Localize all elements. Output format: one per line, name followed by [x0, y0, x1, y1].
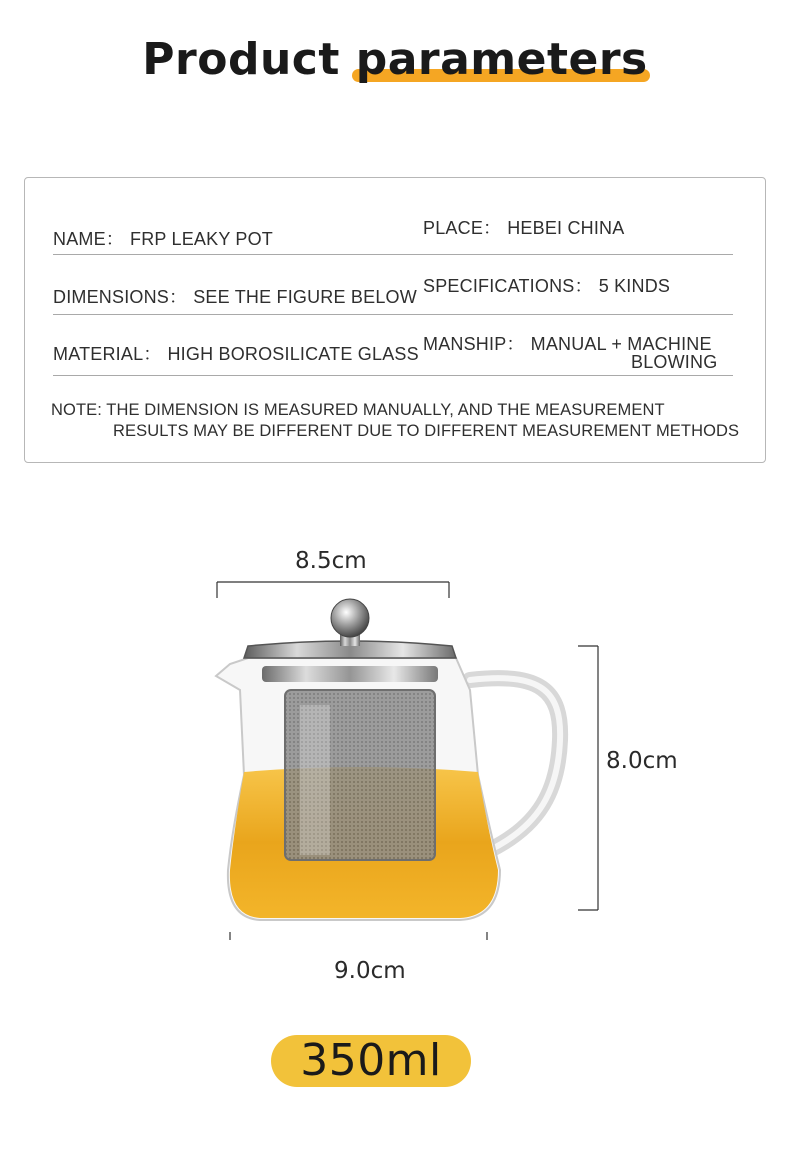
param-manship-value-line2: BLOWING	[631, 352, 718, 372]
row-divider	[53, 375, 733, 376]
param-specifications	[423, 272, 670, 298]
param-manship-label: MANSHIP：	[423, 334, 525, 354]
param-specifications-value: 5 KINDS	[598, 276, 671, 296]
parameters-table	[24, 177, 766, 463]
title-word-product: Product	[142, 34, 356, 85]
measurement-note	[51, 400, 739, 442]
bottom-width-bracket	[230, 932, 487, 940]
volume-badge: 350ml	[271, 1035, 471, 1087]
page-title	[0, 34, 790, 85]
param-specifications-label: SPECIFICATIONS：	[423, 276, 593, 296]
param-place	[423, 214, 624, 240]
param-dimensions	[53, 283, 417, 309]
title-word-parameters: parameters	[355, 34, 648, 85]
teapot-illustration	[0, 540, 790, 940]
bottom-width-label: 9.0cm	[334, 958, 406, 984]
param-name	[53, 225, 273, 251]
param-manship-line2	[631, 352, 717, 373]
param-material-value: HIGH BOROSILICATE GLASS	[167, 344, 419, 364]
note-line-1: NOTE: THE DIMENSION IS MEASURED MANUALLY, AND THE MEASUREMENT	[51, 401, 665, 419]
param-dimensions-value: SEE THE FIGURE BELOW	[193, 287, 417, 307]
top-width-bracket	[217, 582, 449, 598]
top-width-label: 8.5cm	[295, 548, 367, 574]
param-place-value: HEBEI CHINA	[507, 218, 625, 238]
product-dimension-figure	[0, 540, 790, 984]
lid-knob	[331, 599, 369, 637]
note-line-2: RESULTS MAY BE DIFFERENT DUE TO DIFFERENT MEASUREMENT METHODS	[113, 422, 740, 440]
param-name-label: NAME：	[53, 229, 125, 249]
row-divider	[53, 254, 733, 255]
param-material-label: MATERIAL：	[53, 344, 162, 364]
height-bracket	[578, 646, 598, 910]
param-material	[53, 340, 419, 366]
param-place-label: PLACE：	[423, 218, 502, 238]
param-dimensions-label: DIMENSIONS：	[53, 287, 188, 307]
param-name-value: FRP LEAKY POT	[130, 229, 274, 249]
param-manship-value-line1: MANUAL + MACHINE	[530, 334, 712, 354]
height-label: 8.0cm	[606, 748, 678, 774]
row-divider	[53, 314, 733, 315]
